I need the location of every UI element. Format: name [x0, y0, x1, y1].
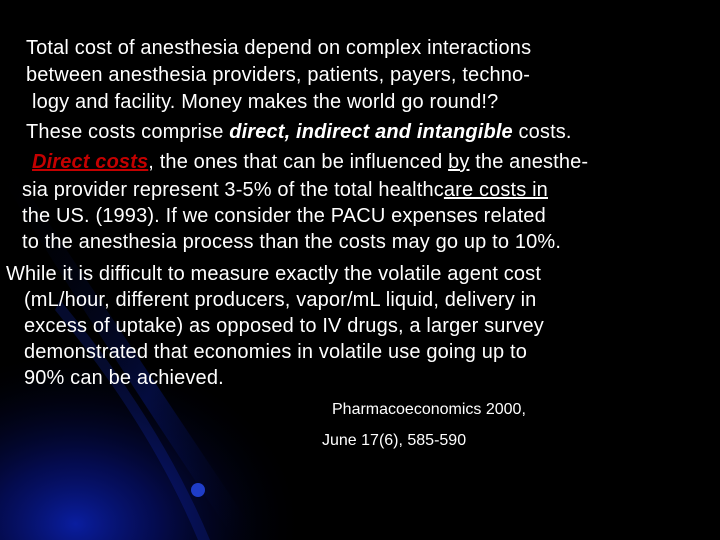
para1-line3: logy and facility. Money makes the world go round!? [32, 91, 499, 113]
para3-line2-b: are costs in [443, 179, 548, 201]
para3-line1-c: the anesthe- [469, 151, 589, 173]
para3-comma: , [148, 151, 155, 173]
para3-line1-a: the ones that can be influenced [154, 151, 449, 173]
para1-line2: between anesthesia providers, patients, payers, techno- [26, 64, 531, 86]
glow-dot [191, 483, 205, 497]
para3-line3: the US. (1993). If we consider the PACU expenses related [22, 205, 546, 227]
para3-line4: to the anesthesia process than the costs may go up to 10%. [22, 231, 562, 253]
para2-line [26, 120, 572, 144]
citation-line2: June 17(6), 585-590 [322, 432, 467, 449]
para3-line1-by: by [448, 151, 470, 173]
para3-line2-a: sia provider represent 3-5% of the total healthc [22, 179, 444, 201]
para4-line1: While it is difficult to measure exactly the volatile agent cost [6, 263, 542, 285]
para2-suffix: costs. [512, 121, 572, 143]
para3-line2 [22, 178, 548, 202]
direct-costs-term: Direct costs [32, 151, 149, 173]
para4-line4: demonstrated that economies in volatile use going up to [24, 341, 528, 363]
para4-line3: excess of uptake) as opposed to IV drugs, a larger survey [24, 315, 544, 337]
para1-line1: Total cost of anesthesia depend on complex interactions [26, 37, 532, 59]
para2-prefix: These costs comprise [26, 121, 230, 143]
para3-line1 [32, 150, 588, 174]
para2-emphasis: direct, indirect and intangible [229, 121, 513, 143]
citation-line1: Pharmacoeconomics 2000, [332, 401, 526, 418]
para4-line2: (mL/hour, different producers, vapor/mL liquid, delivery in [24, 289, 537, 311]
para4-line5: 90% can be achieved. [24, 367, 224, 389]
